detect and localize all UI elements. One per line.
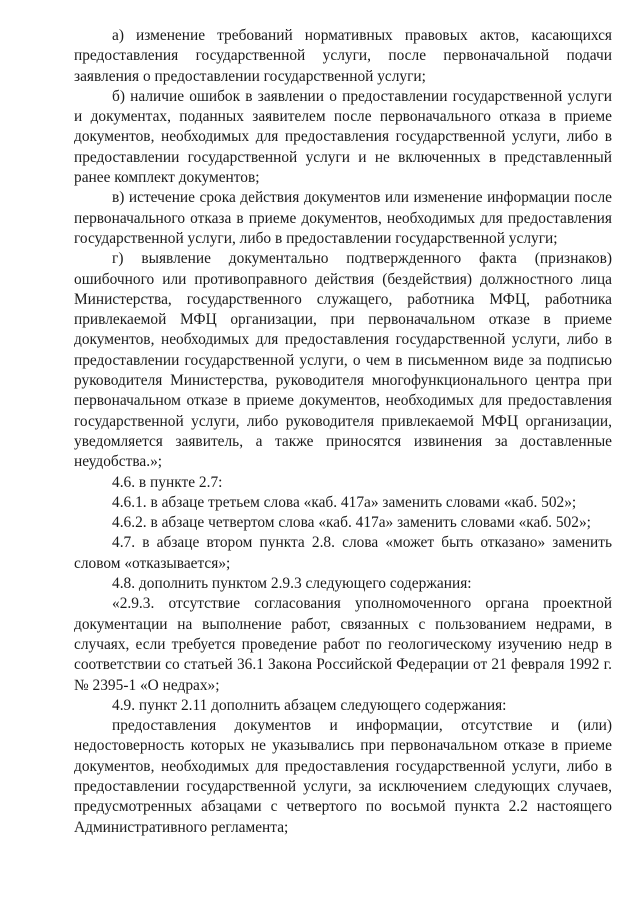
paragraph-2-9-3: «2.9.3. отсутствие согласования уполномоченного органа проектной документации на выполнение работ, связанных с пользованием недрами, в случаях, если требуется проведение работ по геологическому изучению недр в соответствии со статьей 36.1 Закона Российской Федерации от 21 февраля 1992 г. № 2395-1 «О недрах»; — [74, 595, 612, 694]
paragraph-b: б) наличие ошибок в заявлении о предоставлении государственной услуги и документах, поданных заявителем после первоначального отказа в приеме документов, необходимых для предоставления государственной услуги, либо в предоставлении государственной услуги и не включенных в представленный ранее комплект документов; — [74, 87, 612, 187]
paragraph-4-6-2: 4.6.2. в абзаце четвертом слова «каб. 417а» заменить словами «каб. 502»; — [112, 514, 591, 532]
document-body — [74, 26, 612, 838]
paragraph-4-6: 4.6. в пункте 2.7: — [112, 473, 223, 491]
paragraph-v: в) истечение срока действия документов или изменение информации после первоначального отказа в приеме документов, необходимых для предоставления государственной услуги, либо в предоставлении государственной услуги; — [74, 189, 612, 247]
paragraph-g: г) выявление документально подтвержденного факта (признаков) ошибочного или противоправного действия (бездействия) должностного лица Министерства, государственного служащего, работника МФЦ, работника привлекаемой МФЦ организации, при первоначальном отказе в приеме документов, необходимых для предоставления государственной услуги, либо в предоставлении государственной услуги, о чем в письменном виде за подписью руководителя Министерства, руководителя многофункционального центра при первоначальном отказе в приеме документов, необходимых для предоставления государственной услуги, либо руководителя привлекаемой МФЦ организации, уведомляется заявитель, а также приносятся извинения за доставленные неудобства.»; — [74, 250, 612, 471]
paragraph-4-8: 4.8. дополнить пунктом 2.9.3 следующего содержания: — [112, 575, 472, 593]
paragraph-2-11-addition: предоставления документов и информации, отсутствие и (или) недостоверность которых не указывались при первоначальном отказе в приеме документов, необходимых для предоставления государственной услуги, либо в предоставлении государственной услуги, за исключением следующих случаев, предусмотренных абзацами с четвертого по восьмой пункта 2.2 настоящего Административного регламента; — [74, 717, 612, 836]
paragraph-a: а) изменение требований нормативных правовых актов, касающихся предоставления государственной услуги, после первоначальной подачи заявления о предоставлении государственной услуги; — [74, 27, 612, 85]
paragraph-4-7: 4.7. в абзаце втором пункта 2.8. слова «может быть отказано» заменить словом «отказывается»; — [74, 534, 612, 572]
paragraph-4-6-1: 4.6.1. в абзаце третьем слова «каб. 417а» заменить словами «каб. 502»; — [112, 493, 577, 511]
paragraph-4-9: 4.9. пункт 2.11 дополнить абзацем следующего содержания: — [112, 696, 507, 714]
